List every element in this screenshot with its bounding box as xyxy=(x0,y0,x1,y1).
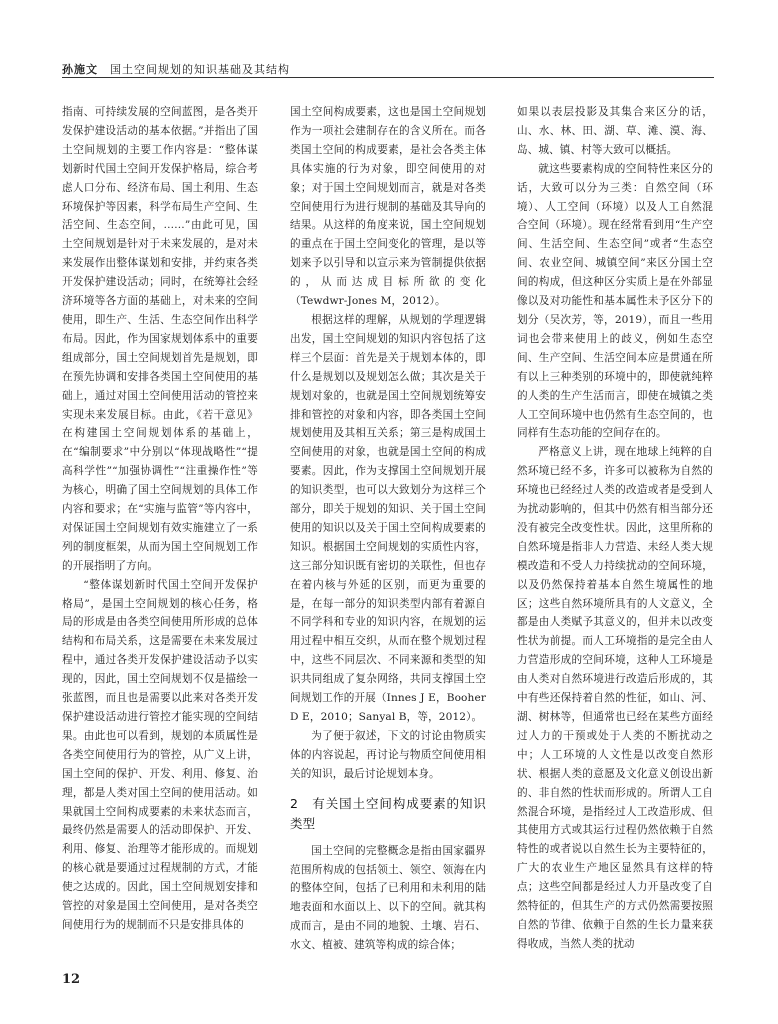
header-author: 孙施文 xyxy=(62,63,98,76)
header-title: 国土空间规划的知识基础及其结构 xyxy=(110,63,290,76)
paragraph: “整体谋划新时代国土空间开发保护格局”，是国土空间规划的核心任务，格局的形成是由各类空间使用所形成的总体结构和布局关系，这是需要在未来发展过程中，通过各类开发保护建设活动予以实现的，因此，国土空间规划不仅是描绘一张蓝图，而且也是需要以此来对各类开发保护建设活动进行管控才能实现的空间结果。由此也可以看到，规划的本质属性是各类空间使用行为的管控，从广义上讲，国土空间的保护、开发、利用、修复、治理，都是人类对国土空间的使用活动。如果就国土空间构成要素的未来状态而言，最终仍然是需要人的活动即保护、开发、利用、修复、治理等才能形成的。而规划的核心就是要通过过程规制的方式，才能使之达成的。因此，国土空间规划安排和管控的对象是国土空间使用，是对各类空间使用行为的规制而不只是安排具体的 xyxy=(62,578,258,931)
paragraph: 指南、可持续发展的空间蓝图，是各类开发保护建设活动的基本依据。”并指出了国土空间规划的主要工作内容是：“整体谋划新时代国土空间开发保护格局，综合考虑人口分布、经济布局、国土利用、生态环境保护等因素，科学布局生产空间、生活空间、生态空间，……”由此可见，国土空间规划是针对于未来发展的，是对未来发展作出整体谋划和安排，并约束各类开发保护建设活动；同时，在统筹社会经济环境等各方面的基础上，对未来的空间使用，即生产、生活、生态空间作出科学布局。因此，作为国家规划体系中的重要组成部分，国土空间规划首先是规划，即在预先协调和安排各类国土空间使用的基础上，通过对国土空间使用活动的管控来实现未来发展目标。由此，《若干意见》在构建国土空间规划体系的基础上，在“编制要求”中分别以“体现战略性”“提高科学性”“加强协调性”“注重操作性”等为核心，明确了国土空间规划的具体工作内容和要求；在“实施与监管”等内容中，对保证国土空间规划有效实施建立了一系列的制度框架，从而为国土空间规划工作的开展指明了方向。 xyxy=(62,106,258,572)
paragraph: 就这些要素构成的空间特性来区分的话，大致可以分为三类：自然空间（环境）、人工空间（环境）以及人工自然混合空间（环境）。现在经常看到用“生产空间、生活空间、生态空间”或者“生态空间、农业空间、城镇空间”来区分国土空间的构成，但这种区分实质上是在外部显像以及对功能性和基本属性未予区分下的划分（吴次芳，等，2019），而且一些用词也会带来使用上的歧义，例如生态空间、生产空间、生活空间本应是贯通在所有以上三种类别的环境中的，即使就纯粹的人类的生产生活而言，即使在城镇之类人工空间环境中也仍然有生态空间的，也同样有生态功能的空间存在的。 xyxy=(517,162,713,440)
paragraph: 国土空间的完整概念是指由国家疆界范围所构成的包括领土、领空、领海在内的整体空间，包括了已利用和未利用的陆地表面和水面以上、以下的空间。就其构成而言，是由不同的地貌、土壤、岩石、水文、植被、建筑等构成的综合体； xyxy=(290,844,486,952)
paragraph: 国土空间构成要素，这也是国土空间规划作为一项社会建制存在的含义所在。而各类国土空间的构成要素，是社会各类主体具体实施的行为对象，即空间使用的对象；对于国土空间规划而言，就是对各类空间使用行为进行规制的基础及其导向的结果。从这样的角度来说，国土空间规划的重点在于国土空间变化的管理，是以等划来予以引导和以宣示来为管制提供依据的，从而达成目标所欲的变化（Tewdwr-Jones M，2012）。 xyxy=(290,106,486,308)
header-rule xyxy=(62,77,714,78)
column-3 xyxy=(517,103,713,963)
paragraph: 严格意义上讲，现在地球上纯粹的自然环境已经不多，许多可以被称为自然的环境也已经经过人类的改造或者是受到人为扰动影响的，但其中仍然有相当部分还没有被完全改变性状。因此，这里所称的自然环境是指非人力营造、未经人类大规模改造和不受人力持续扰动的空间环境，以及仍然保持着基本自然生境属性的地区；这些自然环境所具有的人文意义，全都是由人类赋予其意义的，但并未以改变性状为前提。而人工环境指的是完全由人力营造形成的空间环境，这种人工环境是由人类对自然环境进行改造后形成的，其中有些还保持着自然的性征，如山、河、湖、树林等，但通常也已经在某些方面经过人力的干预或处于人类的不断扰动之中；人工环境的人文性是以改变自然形状、根据人类的意愿及文化意义创设出新的、非自然的性状而形成的。所谓人工自然混合环境，是指经过人工改造形成、但其使用方式或其运行过程仍然依赖于自然特性的或者说以自然生长为主要特征的，广大的农业生产地区显然具有这样的特点；这些空间都是经过人力开垦改变了自然特征的，但其生产的方式仍然需要按照自然的节律、依赖于自然的生长力量来获得收成，当然人类的扰动 xyxy=(517,446,713,950)
paragraph: 为了便于叙述，下文的讨论由物质实体的内容说起，再讨论与物质空间使用相关的知识，最后讨论规划本身。 xyxy=(290,729,486,780)
column-2 xyxy=(290,103,486,963)
paragraph: 根据这样的理解，从规划的学理逻辑出发，国土空间规划的知识内容包括了这样三个层面：首先是关于规划本体的，即什么是规划以及规划怎么做；其次是关于规划对象的，也就是国土空间规划统筹安排和管控的对象和内容，即各类国土空间规划使用及其相互关系；第三是构成国土空间使用的对象，也就是国土空间的构成要素。因此，作为支撑国土空间规划开展的知识类型，也可以大致划分为这样三个部分，即关于规划的知识、关于国土空间使用的知识以及关于国土空间构成要素的知识。根据国土空间规划的实质性内容，这三部分知识既有密切的关联性，但也存在着内核与外延的区别，而更为重要的是，在每一部分的知识类型内部有着源自不同学科和专业的知识内容，在规划的运用过程中相互交织，从而在整个规划过程中，这些不同层次、不同来源和类型的知识共同组成了复杂网络，共同支撑国土空间规划工作的开展（Innes J E，Booher D E，2010；Sanyal B，等，2012）。 xyxy=(290,313,486,723)
page-number: 12 xyxy=(62,972,81,987)
running-header xyxy=(62,61,712,77)
paragraph: 如果以表层投影及其集合来区分的话，山、水、林、田、湖、草、滩、漠、海、岛、城、镇、村等大致可以概括。 xyxy=(517,106,713,156)
section-heading: 2 有关国土空间构成要素的知识类型 xyxy=(290,795,486,831)
column-1 xyxy=(62,103,258,963)
